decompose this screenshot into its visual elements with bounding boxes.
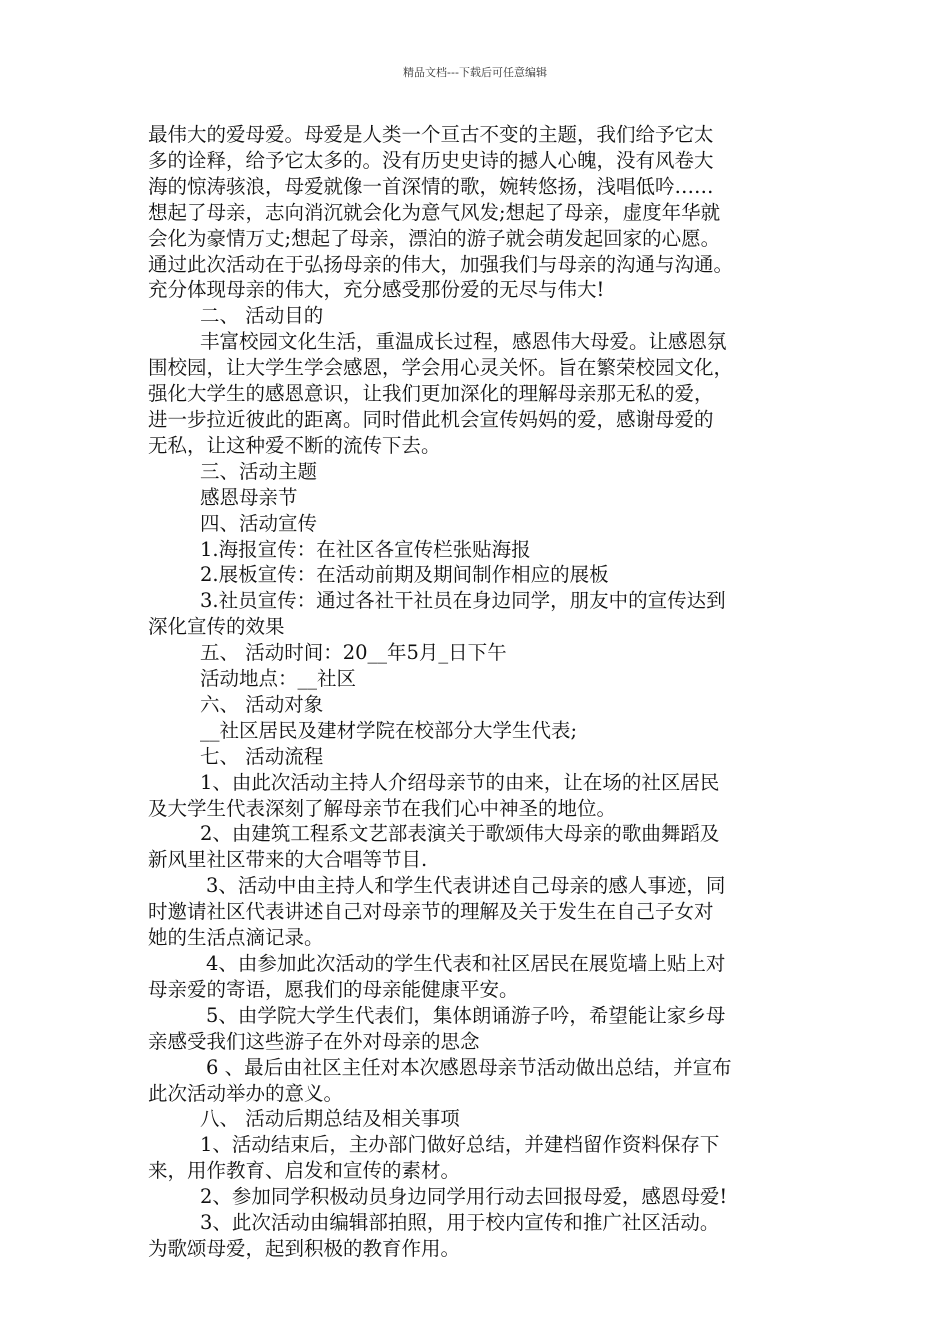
text-line: 感恩母亲节 [200, 485, 298, 509]
text-line: 母亲爱的寄语，愿我们的母亲能健康平安。 [148, 977, 519, 1001]
text-line: 新风里社区带来的大合唱等节目. [148, 848, 428, 872]
text-line: 丰富校园文化生活，重温成长过程，感恩伟大母爱。让感恩氛 [200, 330, 727, 354]
list-item: 1.海报宣传：在社区各宣传栏张贴海报 [200, 537, 531, 561]
text-line: 深化宣传的效果 [148, 615, 285, 639]
list-item: 3、活动中由主持人和学生代表讲述自己母亲的感人事迹，同 [206, 874, 726, 898]
list-item: 1、由此次活动主持人介绍母亲节的由来，让在场的社区居民 [200, 770, 720, 794]
list-item: 2.展板宣传：在活动前期及期间制作相应的展板 [200, 563, 609, 587]
text-line: 活动地点：__社区 [200, 667, 357, 691]
list-item: 3.社员宣传：通过各社干社员在身边同学，朋友中的宣传达到 [200, 589, 726, 613]
section-heading: 三、活动主题 [200, 459, 318, 483]
list-item: 6 、最后由社区主任对本次感恩母亲节活动做出总结，并宣布 [206, 1055, 732, 1079]
text-line: 亲感受我们这些游子在外对母亲的思念 [148, 1029, 480, 1053]
list-item: 2、由建筑工程系文艺部表演关于歌颂伟大母亲的歌曲舞蹈及 [200, 822, 720, 846]
text-line: 她的生活点滴记录。 [148, 926, 324, 950]
list-item: 4、由参加此次活动的学生代表和社区居民在展览墙上贴上对 [206, 952, 726, 975]
text-line: 进一步拉近彼此的距离。同时借此机会宣传妈妈的爱，感谢母爱的 [148, 407, 714, 431]
text-line: __社区居民及建材学院在校部分大学生代表; [200, 718, 578, 742]
text-line: 无私，让这种爱不断的流传下去。 [148, 433, 441, 457]
list-item: 1、活动结束后，主办部门做好总结，并建档留作资料保存下 [200, 1133, 720, 1157]
text-line: 此次活动举办的意义。 [148, 1081, 344, 1105]
list-item: 5、由学院大学生代表们，集体朗诵游子吟，希望能让家乡母 [206, 1003, 726, 1027]
page-header: 精品文档---下载后可任意编辑 [403, 66, 547, 79]
section-heading: 七、 活动流程 [200, 744, 324, 768]
text-line: 及大学生代表深刻了解母亲节在我们心中神圣的地位。 [148, 796, 617, 820]
text-line: 最伟大的爱母爱。母爱是人类一个亘古不变的主题，我们给予它太 [148, 123, 714, 146]
text-line: 海的惊涛骇浪，母爱就像一首深情的歌，婉转悠扬，浅唱低吟…… [148, 174, 714, 198]
text-line: 为歌颂母爱，起到积极的教育作用。 [148, 1236, 461, 1260]
list-item: 2、参加同学积极动员身边同学用行动去回报母爱，感恩母爱! [200, 1185, 728, 1209]
text-line: 会化为豪情万丈;想起了母亲，漂泊的游子就会萌发起回家的心愿。 [148, 226, 721, 250]
text-line: 时邀请社区代表讲述自己对母亲节的理解及关于发生在自己子女对 [148, 900, 714, 924]
section-heading: 六、 活动对象 [200, 692, 324, 716]
section-heading: 二、 活动目的 [200, 304, 324, 328]
text-line: 想起了母亲，志向消沉就会化为意气风发;想起了母亲，虚度年华就 [148, 200, 721, 224]
text-line: 多的诠释，给予它太多的。没有历史史诗的撼人心魄，没有风卷大 [148, 148, 714, 172]
text-line: 来，用作教育、启发和宣传的素材。 [148, 1159, 461, 1183]
section-heading: 八、 活动后期总结及相关事项 [200, 1107, 460, 1131]
section-heading: 四、活动宣传 [200, 511, 318, 535]
text-line: 通过此次活动在于弘扬母亲的伟大，加强我们与母亲的沟通与沟通。 [148, 252, 734, 276]
list-item: 3、此次活动由编辑部拍照，用于校内宣传和推广社区活动。 [200, 1211, 720, 1235]
text-line: 强化大学生的感恩意识，让我们更加深化的理解母亲那无私的爱， [148, 382, 714, 406]
text-line: 充分体现母亲的伟大，充分感受那份爱的无尽与伟大! [148, 278, 605, 302]
section-heading: 五、 活动时间：20__年5月_日下午 [200, 641, 507, 665]
text-line: 围校园，让大学生学会感恩，学会用心灵关怀。旨在繁荣校园文化， [148, 356, 734, 380]
document-body [148, 122, 818, 1262]
